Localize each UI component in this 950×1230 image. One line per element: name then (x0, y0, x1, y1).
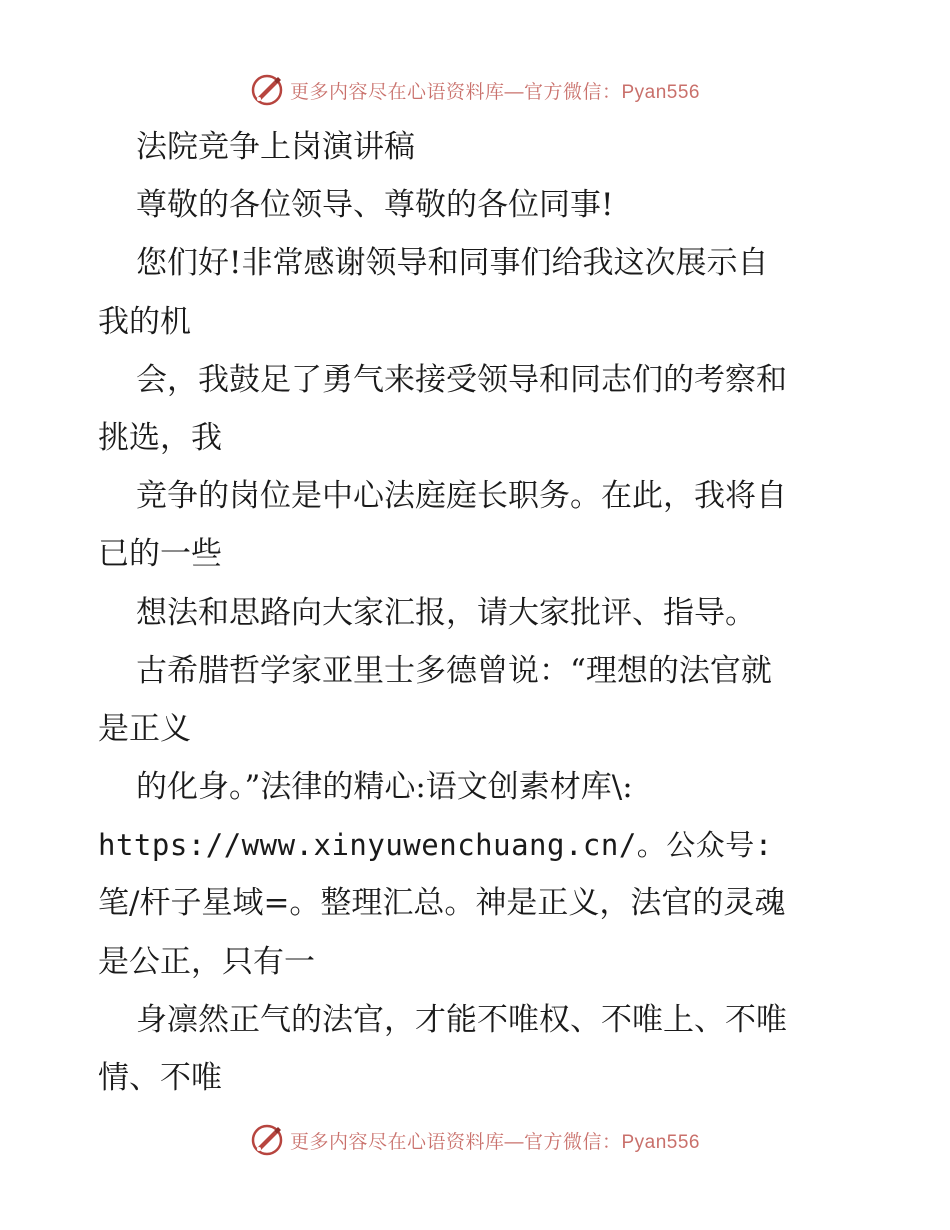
text-line: 是正义 (98, 710, 191, 747)
document-body (98, 118, 858, 1107)
banner-text: 更多内容尽在心语资料库—官方微信：Pyan556 (289, 81, 700, 103)
text-line: 是公正，只有一 (98, 943, 315, 980)
text-line: 我的机 (98, 303, 191, 340)
text-line: 竞争的岗位是中心法庭庭长职务。在此，我将自 (136, 478, 787, 515)
footer-banner (0, 1122, 950, 1158)
pen-logo-icon (250, 1123, 284, 1157)
document-title: 法院竞争上岗演讲稿 (136, 129, 415, 165)
text-line: 挑选，我 (98, 419, 222, 456)
text-line: 已的一些 (98, 536, 222, 573)
banner-text: 更多内容尽在心语资料库—官方微信：Pyan556 (289, 1131, 700, 1153)
text-line: 笔/杆子星域=。整理汇总。神是正义，法官的灵魂 (98, 885, 786, 922)
text-line: 想法和思路向大家汇报，请大家批评、指导。 (136, 594, 756, 631)
header-banner (0, 72, 950, 108)
text-line: 情、不唯 (98, 1060, 222, 1096)
text-line: 会，我鼓足了勇气来接受领导和同志们的考察和 (136, 361, 787, 398)
text-line: 您们好!非常感谢领导和同事们给我这次展示自 (136, 245, 769, 282)
text-line: 古希腊哲学家亚里士多德曾说：“理想的法官就 (136, 652, 772, 689)
pen-logo-icon (250, 73, 284, 107)
text-line: 的化身。”法律的精心:语文创素材库\: (136, 769, 633, 806)
text-line: 身凛然正气的法官，才能不唯权、不唯上、不唯 (136, 1001, 787, 1038)
text-line: 尊敬的各位领导、尊敬的各位同事! (136, 187, 614, 224)
url-line: https://www.xinyuwenchuang.cn/。公众号: (98, 828, 773, 863)
